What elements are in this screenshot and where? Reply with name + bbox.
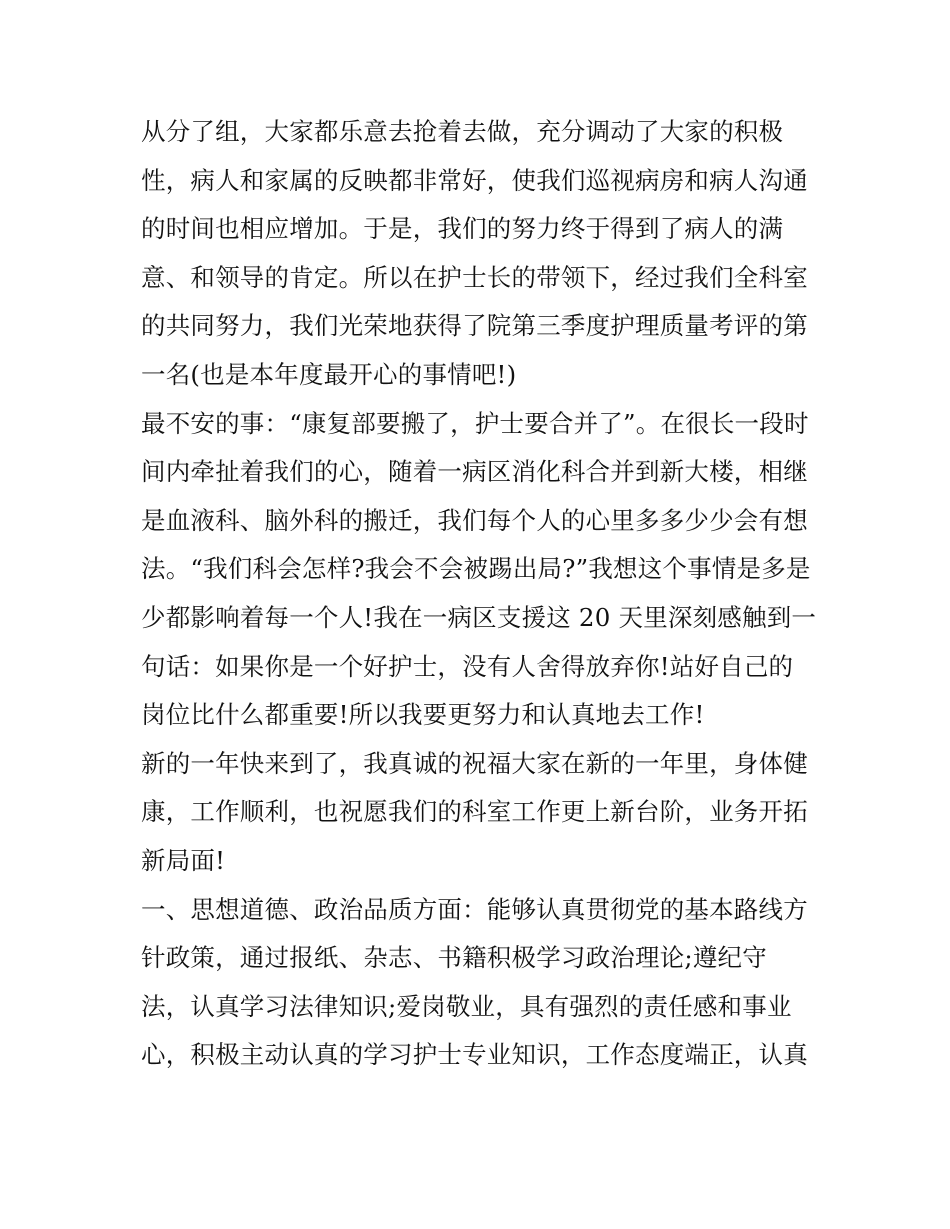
- text-line: 性，病人和家属的反映都非常好，使我们巡视病房和病人沟通: [141, 165, 808, 195]
- text-line: 句话：如果你是一个好护士，没有人舍得放弃你!站好自己的: [141, 651, 794, 681]
- text-line: 心，积极主动认真的学习护士专业知识，工作态度端正，认真: [141, 1040, 808, 1070]
- text-line: 从分了组，大家都乐意去抢着去做，充分调动了大家的积极: [141, 117, 784, 146]
- document-body: [141, 108, 841, 1080]
- text-line: 间内牵扯着我们的心，随着一病区消化科合并到新大楼，相继: [141, 457, 808, 487]
- text-line: 新局面!: [141, 845, 226, 875]
- text-line: 岗位比什么都重要!所以我要更努力和认真地去工作!: [141, 700, 705, 730]
- text-line: 法，认真学习法律知识;爱岗敬业，具有强烈的责任感和事业: [141, 991, 792, 1021]
- text-line: 康，工作顺利，也祝愿我们的科室工作更上新台阶，业务开拓: [141, 797, 808, 827]
- text-line: 最不安的事：“康复部要搬了，护士要合并了”。在很长一段时: [141, 408, 809, 438]
- text-line: 意、和领导的肯定。所以在护士长的带领下，经过我们全科室: [141, 262, 808, 292]
- text-line: 是血液科、脑外科的搬迁，我们每个人的心里多多少少会有想: [141, 505, 808, 535]
- text-line: 的共同努力，我们光荣地获得了院第三季度护理质量考评的第: [141, 311, 808, 341]
- text-line: 的时间也相应增加。于是，我们的努力终于得到了病人的满: [141, 214, 784, 244]
- text-line: 新的一年快来到了，我真诚的祝福大家在新的一年里，身体健: [141, 748, 808, 778]
- text-line: 针政策，通过报纸、杂志、书籍积极学习政治理论;遵纪守: [141, 943, 767, 973]
- text-line: 少都影响着每一个人!我在一病区支援这 20 天里深刻感触到一: [141, 602, 817, 632]
- text-line: 一、思想道德、政治品质方面：能够认真贯彻党的基本路线方: [141, 894, 808, 924]
- text-line: 一名(也是本年度最开心的事情吧!): [141, 359, 517, 389]
- text-line: 法。“我们科会怎样?我会不会被踢出局?”我想这个事情是多是: [141, 554, 811, 584]
